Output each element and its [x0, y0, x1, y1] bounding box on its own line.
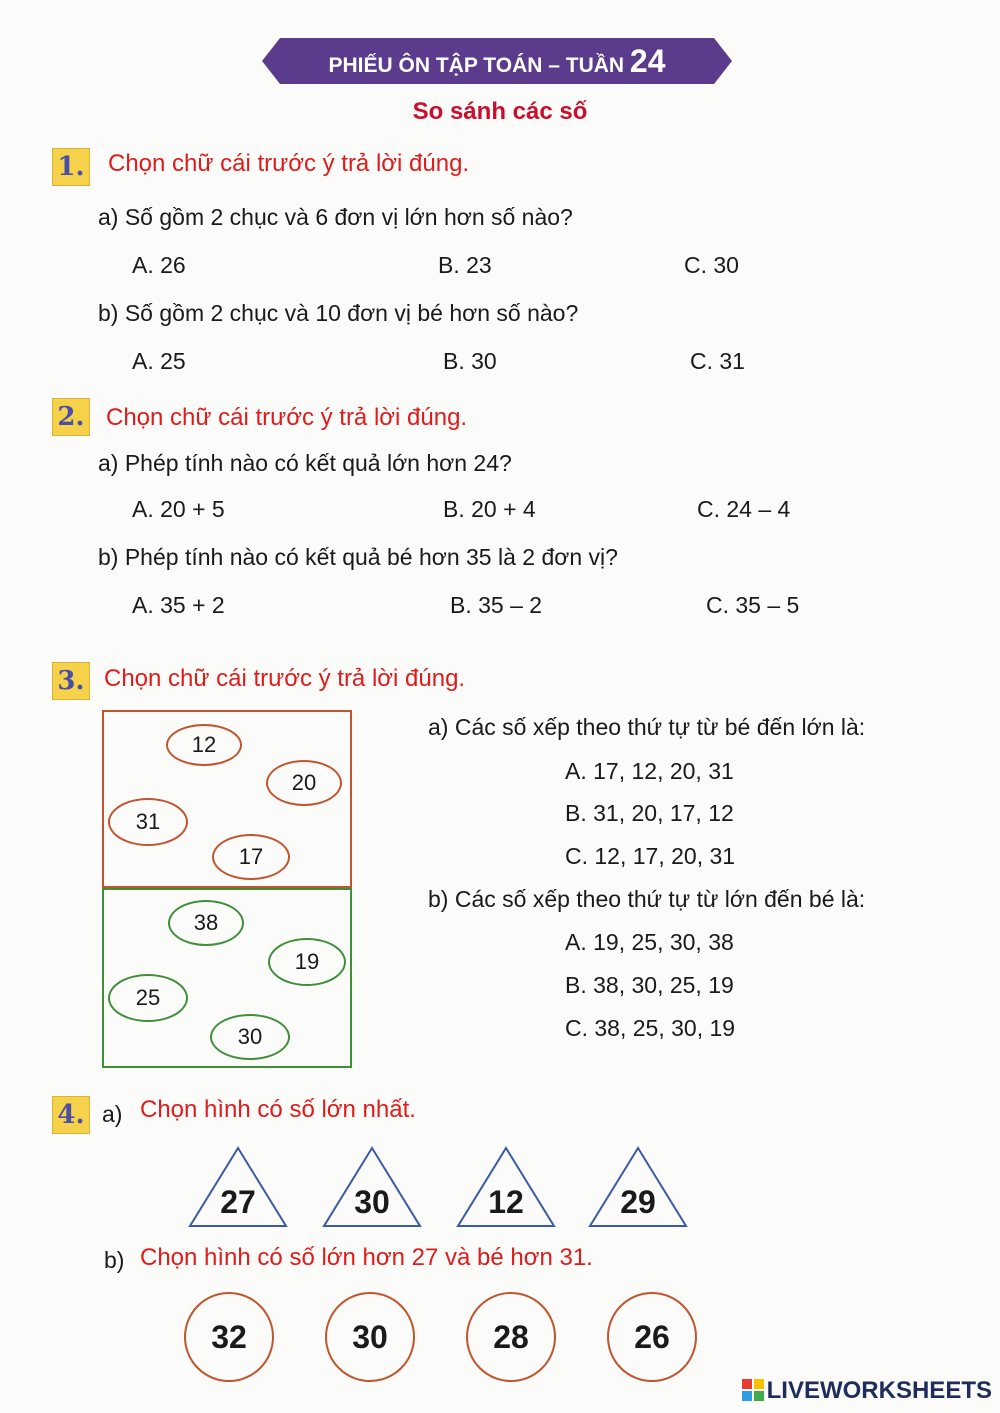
number-box-1 [102, 710, 352, 888]
triangle-choice[interactable] [322, 1146, 422, 1228]
q2b-option-b[interactable]: B. 35 – 2 [450, 592, 543, 618]
q2a-option-c[interactable]: C. 24 – 4 [697, 496, 791, 522]
q1a-option-a[interactable]: A. 26 [132, 252, 186, 278]
q1a-option-b[interactable]: B. 23 [438, 252, 492, 278]
oval-number: 17 [212, 834, 290, 880]
q1b-option-c[interactable]: C. 31 [690, 348, 745, 374]
oval-number: 12 [166, 724, 242, 766]
q3b-option-a[interactable]: A. 19, 25, 30, 38 [565, 929, 734, 955]
q1a-option-c[interactable]: C. 30 [684, 252, 739, 278]
q3a-option-c[interactable]: C. 12, 17, 20, 31 [565, 843, 736, 869]
triangle-choice[interactable] [456, 1146, 556, 1228]
triangle-choice[interactable] [588, 1146, 688, 1228]
q3b-option-b[interactable]: B. 38, 30, 25, 19 [565, 972, 734, 998]
banner-title-text: PHIẾU ÔN TẬP TOÁN – TUẦN [328, 54, 625, 77]
logo-badge-icon [742, 1379, 764, 1401]
question-2a-text: a) Phép tính nào có kết quả lớn hơn 24? [98, 450, 512, 476]
question-3a-text: a) Các số xếp theo thứ tự từ bé đến lớn là: [428, 714, 866, 740]
oval-number: 20 [266, 760, 342, 806]
q3b-option-c[interactable]: C. 38, 25, 30, 19 [565, 1015, 736, 1041]
question-3-instruction: Chọn chữ cái trước ý trả lời đúng. [104, 665, 466, 692]
q3a-option-b[interactable]: B. 31, 20, 17, 12 [565, 800, 734, 826]
oval-number: 30 [210, 1014, 290, 1060]
question-4a-label: a) [102, 1101, 123, 1127]
question-1-number: 1. [52, 148, 90, 186]
page-subtitle: So sánh các số [412, 98, 588, 125]
title-banner [262, 38, 732, 84]
triangle-number: 29 [620, 1184, 656, 1220]
question-2-instruction: Chọn chữ cái trước ý trả lời đúng. [106, 404, 468, 431]
q2a-option-b[interactable]: B. 20 + 4 [443, 496, 536, 522]
triangle-number: 30 [354, 1184, 390, 1220]
oval-number: 25 [108, 974, 188, 1022]
q3a-option-a[interactable]: A. 17, 12, 20, 31 [565, 758, 734, 784]
question-4a-instruction: Chọn hình có số lớn nhất. [140, 1096, 416, 1123]
question-1-instruction: Chọn chữ cái trước ý trả lời đúng. [108, 150, 470, 177]
q2b-option-c[interactable]: C. 35 – 5 [706, 592, 800, 618]
question-1a-text: a) Số gồm 2 chục và 6 đơn vị lớn hơn số nào? [98, 204, 573, 230]
question-2b-text: b) Phép tính nào có kết quả bé hơn 35 là 2 đơn vị? [98, 544, 618, 570]
q1b-option-a[interactable]: A. 25 [132, 348, 186, 374]
banner-week-number: 24 [629, 43, 666, 79]
triangle-number: 12 [488, 1184, 524, 1220]
question-4b-instruction: Chọn hình có số lớn hơn 27 và bé hơn 31. [140, 1244, 593, 1271]
circle-choice[interactable]: 32 [184, 1292, 274, 1382]
question-3b-text: b) Các số xếp theo thứ tự từ lớn đến bé là: [428, 886, 866, 912]
banner-title [262, 38, 732, 84]
circle-choice[interactable]: 26 [607, 1292, 697, 1382]
circle-choice[interactable]: 30 [325, 1292, 415, 1382]
oval-number: 19 [268, 938, 346, 986]
oval-number: 31 [108, 798, 188, 846]
question-2-number: 2. [52, 398, 90, 436]
question-1b-text: b) Số gồm 2 chục và 10 đơn vị bé hơn số nào? [98, 300, 579, 326]
number-box-2 [102, 888, 352, 1068]
logo-text: LIVEWORKSHEETS [766, 1377, 992, 1404]
liveworksheets-logo [742, 1377, 992, 1405]
question-4b-label: b) [104, 1247, 125, 1273]
q2b-option-a[interactable]: A. 35 + 2 [132, 592, 225, 618]
triangle-number: 27 [220, 1184, 256, 1220]
q1b-option-b[interactable]: B. 30 [443, 348, 497, 374]
q2a-option-a[interactable]: A. 20 + 5 [132, 496, 225, 522]
triangle-choice[interactable] [188, 1146, 288, 1228]
question-3-number: 3. [52, 662, 90, 700]
question-4-number: 4. [52, 1096, 90, 1134]
circle-choice[interactable]: 28 [466, 1292, 556, 1382]
oval-number: 38 [168, 900, 244, 946]
